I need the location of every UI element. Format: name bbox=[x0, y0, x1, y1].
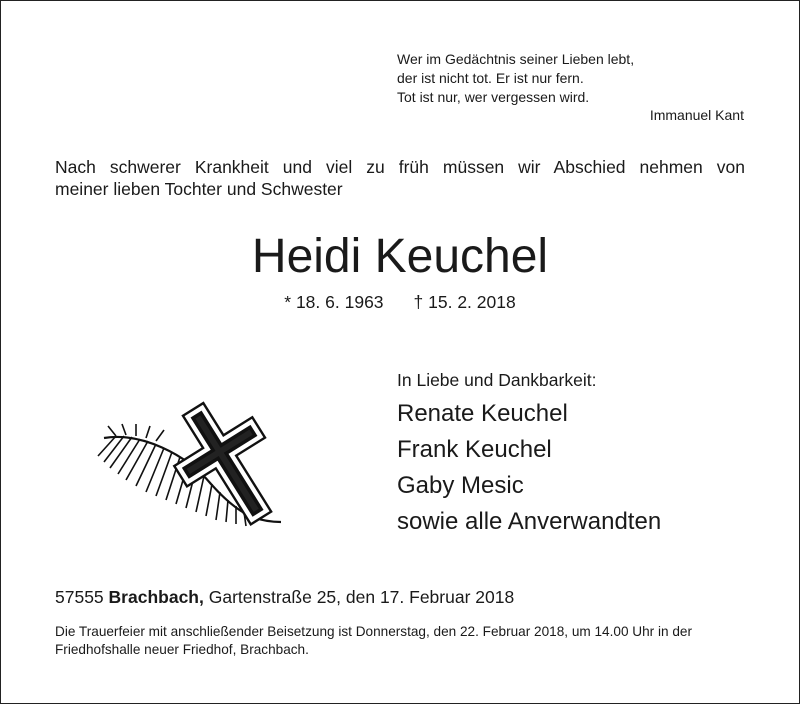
intro-text bbox=[55, 156, 745, 200]
mourner-name: Renate Keuchel bbox=[397, 400, 568, 427]
quote-line: der ist nicht tot. Er ist nur fern. bbox=[397, 70, 584, 86]
birth-date: * 18. 6. 1963 bbox=[284, 292, 384, 312]
intro-line: meiner lieben Tochter und Schwester bbox=[55, 179, 343, 199]
town-name: Brachbach, bbox=[108, 587, 204, 607]
mourner-name: Frank Keuchel bbox=[397, 436, 552, 463]
funeral-notice: Die Trauerfeier mit anschließender Beisetzung ist Donnerstag, den 22. Februar 2018, um 14.00 Uhr in der Friedhofshalle neuer Friedhof, Brachbach. bbox=[55, 624, 692, 657]
location-line bbox=[55, 586, 514, 608]
mourner-name: Gaby Mesic bbox=[397, 472, 524, 499]
quote-line: Tot ist nur, wer vergessen wird. bbox=[397, 89, 590, 105]
cross-with-palm-branch-icon bbox=[86, 396, 296, 536]
deceased-name: Heidi Keuchel bbox=[251, 230, 549, 283]
death-date: † 15. 2. 2018 bbox=[413, 292, 516, 312]
mourner-name: sowie alle Anverwandten bbox=[397, 508, 662, 535]
address-date: Gartenstraße 25, den 17. Februar 2018 bbox=[208, 587, 515, 607]
quote-author: Immanuel Kant bbox=[649, 107, 744, 123]
postal-code: 57555 bbox=[55, 587, 104, 607]
mourners-intro: In Liebe und Dankbarkeit: bbox=[397, 370, 597, 390]
intro-line: Nach schwerer Krankheit und viel zu früh müssen wir Abschied nehmen von bbox=[55, 157, 745, 177]
quote bbox=[397, 50, 634, 107]
mourners-list bbox=[397, 396, 661, 540]
quote-line: Wer im Gedächtnis seiner Lieben lebt, bbox=[397, 51, 635, 67]
life-dates bbox=[0, 291, 800, 313]
